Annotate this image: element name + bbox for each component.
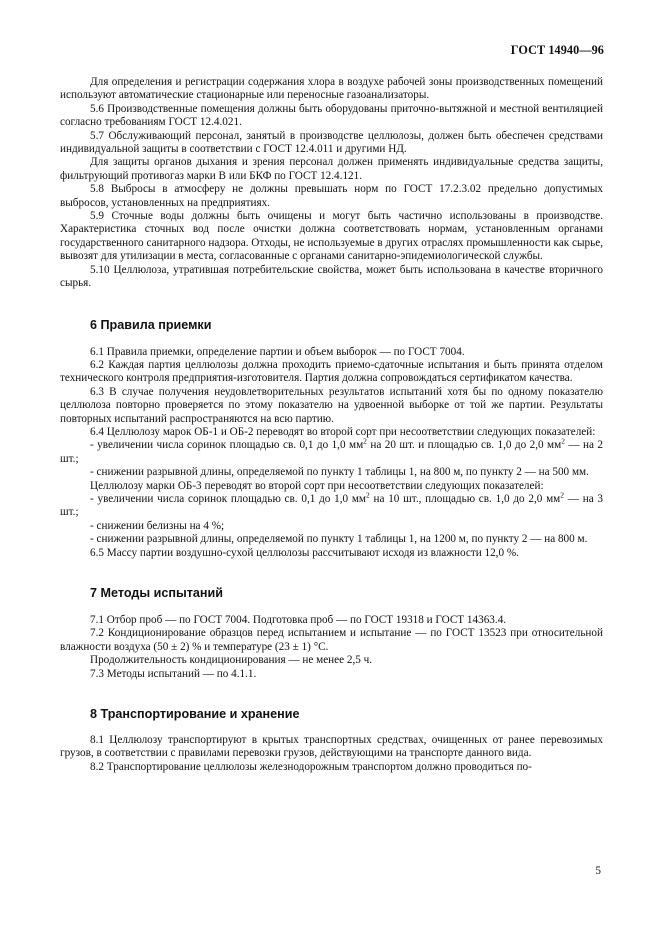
- page-number: 5: [595, 865, 601, 877]
- paragraph: 8.1 Целлюлозу транспортируют в крытых транспортных средствах, очищенных от ранее перевозимых грузов, в соответствии с правилами перевозки грузов, действующими на транспорте данного вида.: [60, 734, 603, 760]
- paragraph: 6.3 В случае получения неудовлетворительных результатов испытаний хотя бы по одному показателю целлюлоза повторно проверяется по этому показателю на удвоенной выборке от той же партии. Результаты повторных испытаний распространяются на всю партию.: [60, 385, 603, 425]
- paragraph: 5.9 Сточные воды должны быть очищены и могут быть частично использованы в производстве. Характеристика сточных вод после очистки должна соответствовать нормам, установленным органами государственного санитарного надзора. Отходы, не используемые в других отраслях промышленности как сырье, вывозят для утилизации в места, согласованные с органами санитарно-эпидемиологической службы.: [60, 210, 603, 263]
- paragraph: 8.2 Транспортирование целлюлозы железнодорожным транспортом должно проводиться по-: [90, 760, 532, 773]
- list-item: - увеличении числа соринок площадью св. 0,1 до 1,0 $мм^2$ на 10 шт., площадью св. 1,0 до 2,0 $мм^2$ — на 3 шт.;: [60, 490, 603, 519]
- list-item: - снижении разрывной длины, определяемой по пункту 1 таблицы 1, на 800 м, по пункту 2 — на 500 мм.: [90, 466, 589, 479]
- running-header: ГОСТ 14940—96: [510, 43, 604, 57]
- paragraph: Целлюлозу марки ОБ-3 переводят во второй сорт при несоответствии следующих показателей:: [90, 479, 544, 492]
- section-heading: 8 Транспортирование и хранение: [90, 707, 300, 722]
- section-heading: 6 Правила приемки: [90, 317, 212, 332]
- paragraph: 5.6 Производственные помещения должны быть оборудованы приточно-вытяжной и местной вентиляцией согласно требованиям ГОСТ 12.4.021.: [60, 102, 603, 129]
- paragraph: 6.5 Массу партии воздушно-сухой целлюлозы рассчитывают исходя из влажности 12,0 %.: [90, 546, 519, 559]
- paragraph: 7.1 Отбор проб — по ГОСТ 7004. Подготовка проб — по ГОСТ 19318 и ГОСТ 14363.4.: [90, 614, 507, 626]
- paragraph: 6.1 Правила приемки, определение партии и объем выборок — по ГОСТ 7004.: [90, 345, 465, 358]
- paragraph: 7.2 Кондиционирование образцов перед испытанием и испытание — по ГОСТ 13523 при относительной влажности воздуха (50 ± 2) % и температуре (23 ± 1) °С.: [60, 627, 603, 653]
- paragraph: 7.3 Методы испытаний — по 4.1.1.: [90, 667, 257, 680]
- paragraph: Для защиты органов дыхания и зрения персонал должен применять индивидуальные средства защиты, фильтрующий противогаз марки В или БКФ по ГОСТ 12.4.121.: [60, 156, 603, 182]
- paragraph: Для определения и регистрации содержания хлора в воздухе рабочей зоны производственных помещений используют автоматические стационарные или переносные газоанализаторы.: [60, 76, 603, 102]
- paragraph: Продолжительность кондиционирования — не менее 2,5 ч.: [90, 654, 373, 667]
- section-heading: 7 Методы испытаний: [90, 586, 223, 600]
- list-item: - увеличении числа соринок площадью св. 0,1 до 1,0 $мм^2$ на 20 шт. и площадью св. 1,0 до 2,0 $мм^2$ — на 2 шт.;: [60, 436, 603, 465]
- paragraph: 6.4 Целлюлозу марок ОБ-1 и ОБ-2 переводят во второй сорт при несоответствии следующих показателей:: [90, 425, 596, 438]
- list-item: - снижении белизны на 4 %;: [90, 519, 225, 532]
- list-item: - снижении разрывной длины, определяемой по пункту 1 таблицы 1, на 1200 м, по пункту 2 — на 800 м.: [90, 533, 588, 546]
- paragraph: 6.2 Каждая партия целлюлозы должна проходить приемо-сдаточные испытания и быть принята отделом технического контроля предприятия-изготовителя. Партия должна сопровождаться сертификатом качества.: [60, 358, 603, 385]
- paragraph: 5.10 Целлюлоза, утратившая потребительские свойства, может быть использована в качестве вторичного сырья.: [60, 263, 603, 290]
- paragraph: 5.7 Обслуживающий персонал, занятый в производстве целлюлозы, должен быть обеспечен средствами индивидуальной защиты в соответствии с ГОСТ 12.4.011 и другими НД.: [60, 129, 603, 156]
- document-body: [60, 76, 603, 774]
- paragraph: 5.8 Выбросы в атмосферу не должны превышать норм по ГОСТ 17.2.3.02 предельно допустимых выбросов, установленных на предприятиях.: [60, 183, 603, 209]
